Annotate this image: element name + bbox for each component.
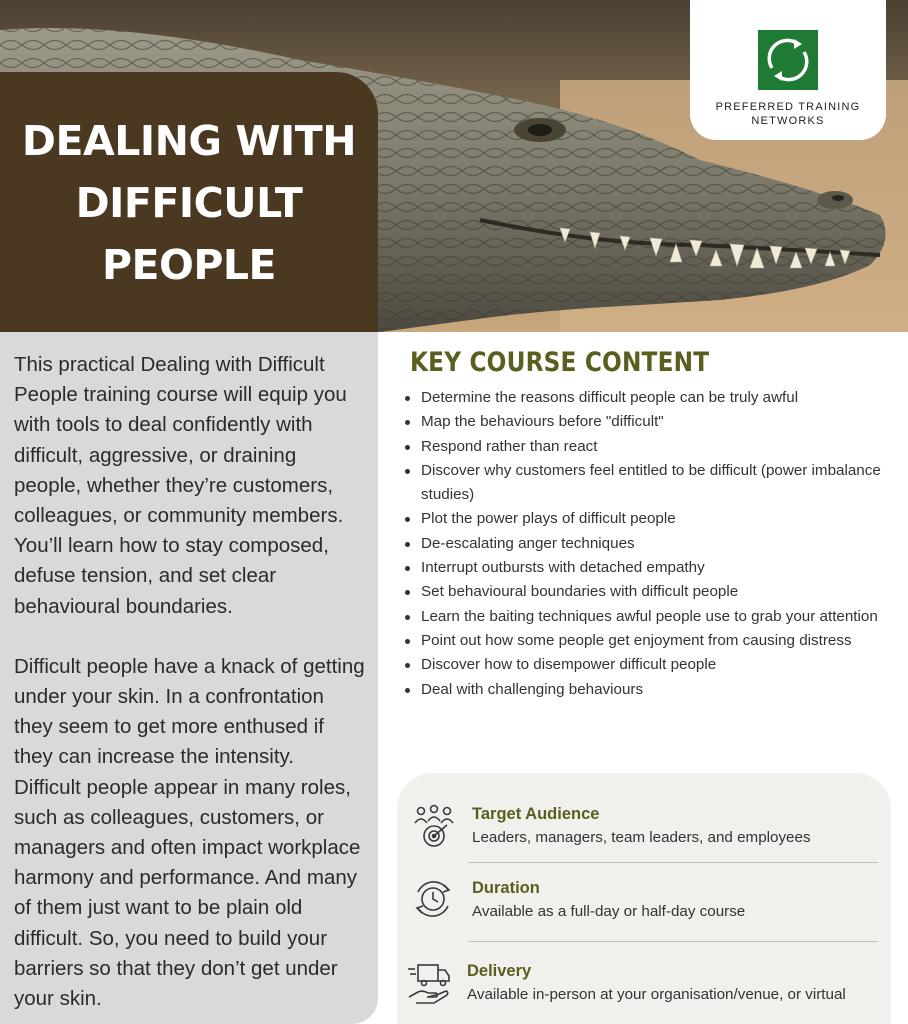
delivery-heading: Delivery <box>467 962 532 980</box>
key-content-heading: KEY COURSE CONTENT <box>410 347 710 378</box>
list-item: Discover why customers feel entitled to be difficult (power imbalance studies) <box>400 459 892 508</box>
info-divider <box>468 941 878 942</box>
list-item: Respond rather than react <box>400 435 892 459</box>
list-item: Determine the reasons difficult people can be truly awful <box>400 386 892 410</box>
course-info-card <box>397 773 891 1024</box>
logo-name <box>716 100 861 128</box>
list-item: Point out how some people get enjoyment from causing distress <box>400 629 892 653</box>
title-line-2: DIFFICULT <box>75 179 303 227</box>
title-panel <box>0 72 378 334</box>
intro-paragraph-1: This practical Dealing with Difficult People training course will equip you with tools to deal confidently with difficult, aggressive, or draining people, whether they’re customers, colleagues, or community members. You’ll learn how to stay composed, defuse tension, and set clear behavioural boundaries. <box>14 353 347 618</box>
list-item: Deal with challenging behaviours <box>400 678 892 702</box>
intro-paragraph-2: Difficult people have a knack of getting under your skin. In a confrontation they seem to get more enthused if they can increase the intensity. Difficult people appear in many roles, such as colleagues, customers, or managers and often impact workplace harmony and performance. And many of them just want to be plain old difficult. So, you need to build your barriers so that they don’t get under your skin. <box>14 654 365 1011</box>
list-item: Discover how to disempower difficult people <box>400 653 892 677</box>
delivery-truck-hand-icon <box>406 961 452 1007</box>
list-item: Plot the power plays of difficult people <box>400 507 892 531</box>
audience-target-icon <box>411 803 457 849</box>
target-audience-heading: Target Audience <box>472 805 600 823</box>
list-item: De-escalating anger techniques <box>400 532 892 556</box>
info-divider <box>468 862 878 863</box>
title-line-3: PEOPLE <box>101 241 277 289</box>
clock-cycle-icon <box>410 876 456 922</box>
list-item: Set behavioural boundaries with difficult people <box>400 580 892 604</box>
list-item: Map the behaviours before "difficult" <box>400 410 892 434</box>
intro-column <box>0 332 378 1024</box>
page-title <box>9 110 369 296</box>
title-line-1: DEALING WITH <box>21 117 357 165</box>
delivery-text: Available in-person at your organisation/venue, or virtual <box>467 986 846 1003</box>
list-item: Learn the baiting techniques awful people use to grab your attention <box>400 605 892 629</box>
recycle-arrows-icon <box>758 30 818 90</box>
list-item: Interrupt outbursts with detached empathy <box>400 556 892 580</box>
key-content-list <box>400 386 892 702</box>
duration-text: Available as a full-day or half-day course <box>472 903 746 920</box>
logo-card <box>690 0 886 140</box>
logo-name-line-1: PREFERRED TRAINING <box>715 101 861 113</box>
target-audience-text: Leaders, managers, team leaders, and employees <box>472 829 811 846</box>
logo-name-line-2: NETWORKS <box>751 115 825 127</box>
duration-heading: Duration <box>472 879 540 897</box>
